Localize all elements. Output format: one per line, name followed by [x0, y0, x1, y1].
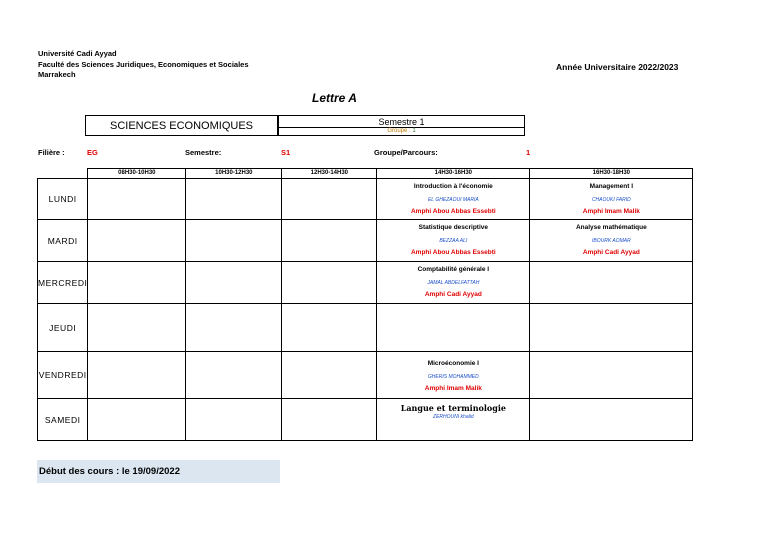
day-label: JEUDI: [38, 304, 88, 352]
course-title: Statistique descriptive: [418, 224, 489, 231]
course-room: Amphi Imam Malik: [424, 385, 482, 392]
course-professor: EL GHEZAOUI MARIA: [427, 197, 479, 203]
empty-cell: [186, 304, 282, 352]
course-professor: GHERIS MOHAMMED: [427, 374, 479, 380]
timetable-header-row: [38, 169, 693, 179]
empty-cell: [88, 352, 186, 399]
empty-cell: [186, 262, 282, 304]
faculty-name: Faculté des Sciences Juridiques, Economiques et Sociales: [38, 59, 249, 69]
empty-cell: [282, 304, 377, 352]
filiere-label: Filière :: [38, 148, 65, 157]
university-name: Université Cadi Ayyad: [38, 49, 117, 58]
empty-cell: [186, 399, 282, 441]
day-label: VENDREDI: [38, 352, 88, 399]
program-name: SCIENCES ECONOMIQUES: [109, 119, 254, 132]
day-label: MARDI: [38, 220, 88, 262]
empty-cell: [88, 262, 186, 304]
city-name: Marrakech: [38, 70, 76, 79]
course-title: Langue et terminologie: [400, 403, 506, 413]
course-room: Amphi Abou Abbas Essebti: [410, 208, 496, 215]
empty-cell: [377, 304, 530, 352]
course-title: Microéconomie I: [427, 360, 479, 367]
empty-cell: [186, 179, 282, 220]
slot-header: 10H30-12H30: [186, 169, 282, 179]
academic-year: Année Universitaire 2022/2023: [556, 62, 679, 72]
day-row: [38, 220, 693, 262]
lettre-title: Lettre A: [312, 91, 357, 105]
course-room: Amphi Abou Abbas Essebti: [410, 249, 496, 256]
program-box: [85, 115, 278, 136]
empty-cell: [530, 352, 693, 399]
day-label: MERCREDI: [38, 262, 88, 304]
slot-header: 08H30-10H30: [88, 169, 186, 179]
filiere-value: EG: [87, 148, 98, 157]
day-row: [38, 262, 693, 304]
empty-cell: [88, 304, 186, 352]
course-title: Management I: [589, 183, 634, 190]
timetable: [37, 168, 693, 441]
groupe-parcours-value: 1: [526, 148, 531, 157]
empty-cell: [282, 179, 377, 220]
semestre-label: Semestre:: [185, 148, 222, 157]
groupe-parcours-label: Groupe/Parcours:: [374, 148, 438, 157]
semester-title: Semestre 1: [279, 116, 524, 128]
course-title: Analyse mathématique: [575, 224, 647, 231]
course-cell: [377, 220, 530, 262]
empty-cell: [282, 220, 377, 262]
day-row: [38, 179, 693, 220]
course-professor: IBOURK AOMAR: [591, 238, 631, 244]
empty-cell: [530, 304, 693, 352]
day-row: [38, 304, 693, 352]
empty-cell: [282, 399, 377, 441]
group-line: [279, 127, 524, 136]
empty-cell: [88, 179, 186, 220]
course-cell: [377, 262, 530, 304]
timetable-corner: [38, 169, 88, 179]
course-room: Amphi Imam Malik: [582, 208, 640, 215]
empty-cell: [282, 262, 377, 304]
semestre-value: S1: [281, 148, 291, 157]
course-cell: [530, 220, 693, 262]
course-professor: ZERHOUNI khalid: [433, 414, 474, 420]
course-cell: [377, 399, 530, 441]
empty-cell: [282, 352, 377, 399]
course-professor: BEZZAA ALI: [439, 238, 468, 244]
course-cell: [530, 179, 693, 220]
course-room: Amphi Cadi Ayyad: [582, 249, 640, 256]
institution-header: [38, 49, 249, 81]
day-label: LUNDI: [38, 179, 88, 220]
day-row: [38, 352, 693, 399]
slot-header: 16H30-18H30: [530, 169, 693, 179]
slot-header: 14H30-16H30: [377, 169, 530, 179]
empty-cell: [530, 399, 693, 441]
day-row: [38, 399, 693, 441]
day-label: SAMEDI: [38, 399, 88, 441]
empty-cell: [88, 399, 186, 441]
group-label: Groupe :: [387, 128, 413, 134]
course-title: Comptabilité générale I: [417, 266, 490, 273]
course-title: Introduction à l'économie: [413, 183, 493, 190]
course-professor: CHAOUKI FARID: [591, 197, 631, 203]
course-cell: [377, 179, 530, 220]
empty-cell: [186, 352, 282, 399]
course-cell: [377, 352, 530, 399]
course-start-banner: Début des cours : le 19/09/2022: [37, 460, 280, 483]
semester-box: [278, 115, 525, 136]
empty-cell: [530, 262, 693, 304]
course-professor: JAMAL ABDELFATTAH: [427, 280, 480, 286]
empty-cell: [186, 220, 282, 262]
slot-header: 12H30-14H30: [282, 169, 377, 179]
empty-cell: [88, 220, 186, 262]
group-number: 1: [412, 128, 416, 134]
course-room: Amphi Cadi Ayyad: [424, 291, 482, 298]
